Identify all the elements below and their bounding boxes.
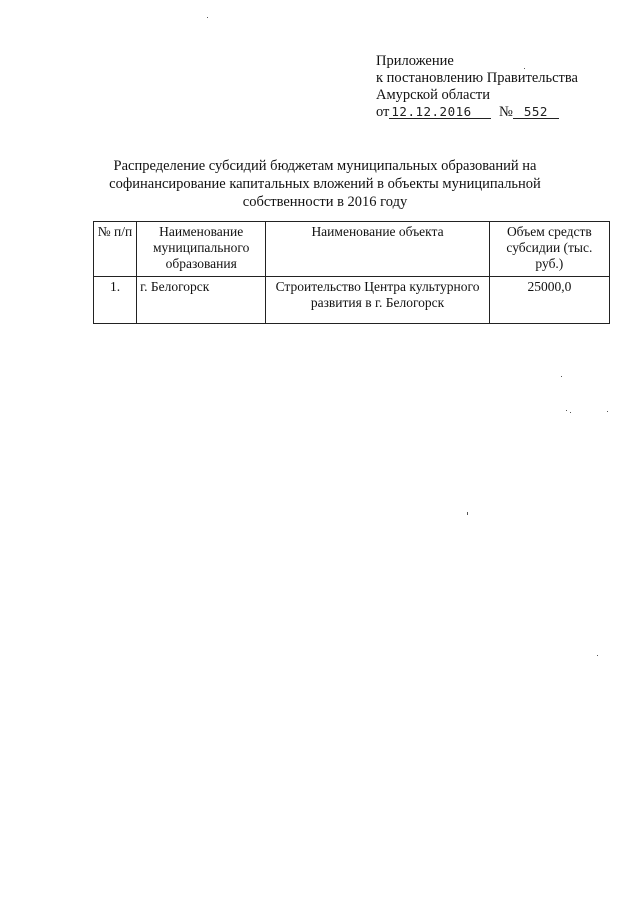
approval-date-line bbox=[376, 104, 578, 121]
table-row bbox=[94, 277, 610, 324]
subsidy-table bbox=[93, 221, 610, 324]
date-value: 12.12.2016 bbox=[389, 105, 491, 119]
title-line-1: Распределение субсидий бюджетам муниципальных образований на bbox=[113, 158, 537, 174]
header-object: Наименование объекта bbox=[266, 222, 489, 277]
scan-speck bbox=[607, 411, 608, 412]
header-number: № п/п bbox=[94, 222, 137, 277]
cell-number: 1. bbox=[94, 277, 137, 324]
document-title bbox=[70, 157, 580, 211]
table-header-row bbox=[94, 222, 610, 277]
number-sign: № bbox=[499, 104, 513, 120]
cell-amount: 25000,0 bbox=[489, 277, 609, 324]
approval-line-3: Амурской области bbox=[376, 87, 490, 103]
scan-speck bbox=[570, 412, 571, 413]
approval-line-1: Приложение bbox=[376, 53, 454, 69]
scan-speck bbox=[597, 655, 598, 656]
cell-object: Строительство Центра культурного развития в г. Белогорск bbox=[266, 277, 489, 324]
scan-speck bbox=[566, 410, 567, 411]
scan-speck bbox=[561, 376, 562, 377]
title-line-3: собственности в 2016 году bbox=[242, 194, 408, 210]
title-line-2: софинансирование капитальных вложений в объекты муниципальной bbox=[109, 176, 541, 192]
approval-block bbox=[376, 53, 578, 121]
scan-speck bbox=[207, 17, 208, 18]
date-prefix: от bbox=[376, 104, 390, 120]
number-value: 552 bbox=[513, 105, 559, 119]
scan-speck bbox=[467, 512, 468, 515]
header-municipality: Наименование муниципального образования bbox=[137, 222, 266, 277]
header-amount: Объем средств субсидии (тыс. руб.) bbox=[489, 222, 609, 277]
scan-speck bbox=[524, 68, 525, 69]
approval-line-2: к постановлению Правительства bbox=[376, 70, 578, 86]
cell-municipality: г. Белогорск bbox=[137, 277, 266, 324]
